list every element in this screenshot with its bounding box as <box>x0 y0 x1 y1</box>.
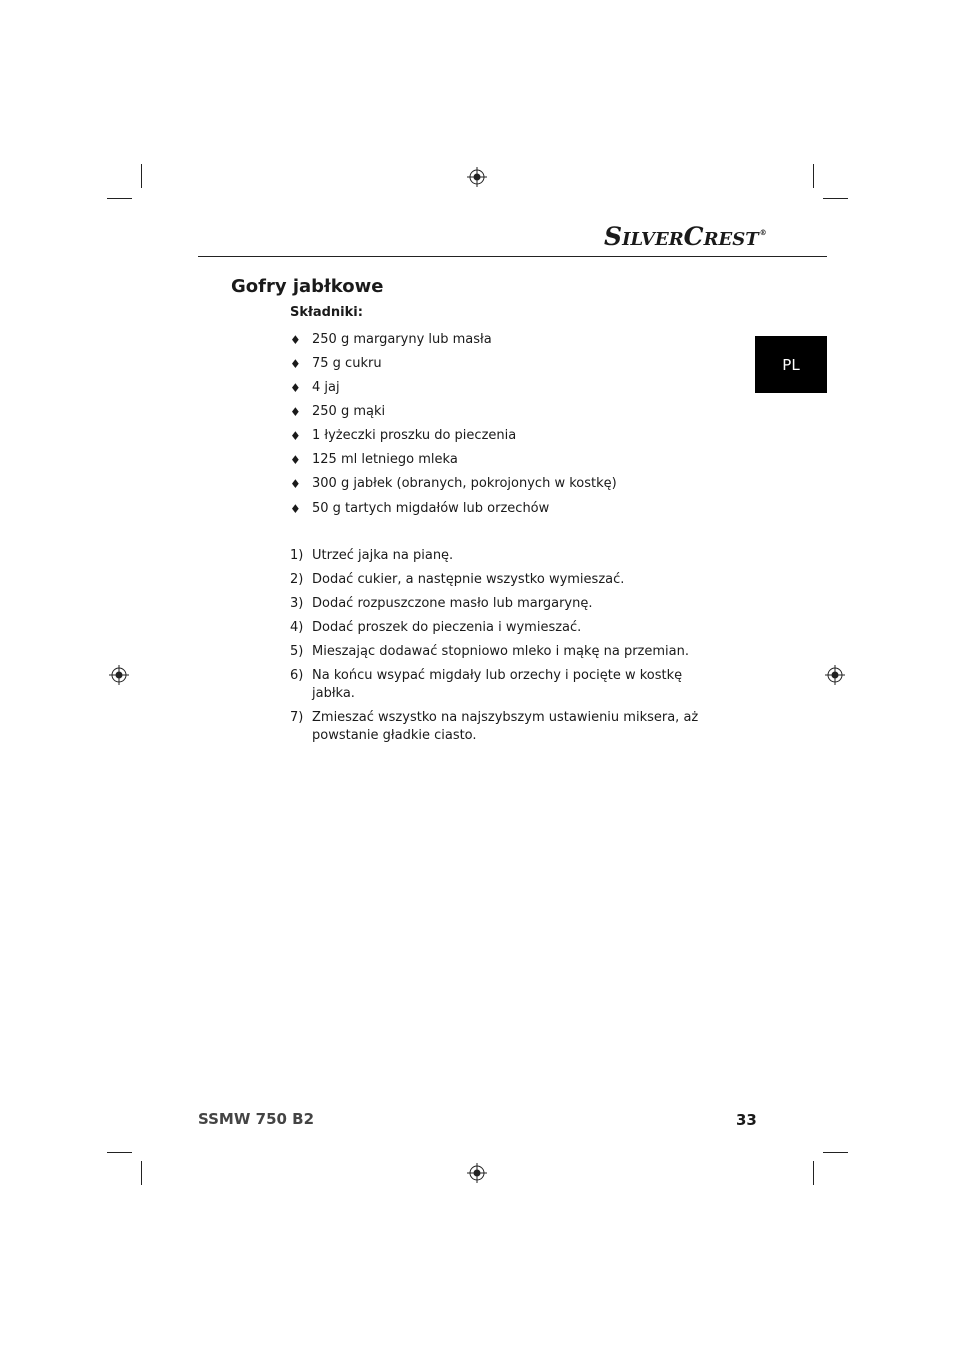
crop-mark <box>813 164 814 188</box>
ingredient-item <box>290 476 617 500</box>
model-number: SSMW 750 B2 <box>198 1110 315 1128</box>
ingredient-item <box>290 452 617 476</box>
registration-mark-icon <box>825 665 845 685</box>
ingredient-item <box>290 356 617 380</box>
ingredient-item <box>290 380 617 404</box>
registration-mark-icon <box>467 1163 487 1183</box>
step-number: 2) <box>290 572 304 587</box>
ingredient-item <box>290 428 617 452</box>
diamond-bullet-icon: ♦ <box>290 477 301 491</box>
page-title: Gofry jabłkowe <box>231 276 384 297</box>
crop-mark <box>823 198 848 199</box>
diamond-bullet-icon: ♦ <box>290 429 301 443</box>
crop-mark <box>813 1161 814 1185</box>
crop-mark <box>823 1152 848 1153</box>
diamond-bullet-icon: ♦ <box>290 381 301 395</box>
step-number: 6) <box>290 668 304 683</box>
ingredient-text: 1 łyżeczki proszku do pieczenia <box>312 428 517 443</box>
ingredient-text: 250 g mąki <box>312 404 386 419</box>
crop-mark <box>141 1161 142 1185</box>
instruction-step <box>290 709 710 745</box>
header-divider <box>198 256 827 257</box>
instruction-step <box>290 547 710 565</box>
step-number: 5) <box>290 644 304 659</box>
instruction-step <box>290 643 710 661</box>
ingredients-heading: Składniki: <box>290 305 363 320</box>
ingredient-item <box>290 501 617 525</box>
ingredient-list <box>290 332 617 525</box>
step-text: Dodać cukier, a następnie wszystko wymieszać. <box>312 572 625 587</box>
crop-mark <box>107 198 132 199</box>
logo-letters: REST <box>703 229 759 250</box>
registration-mark-icon <box>467 167 487 187</box>
step-text: Utrzeć jajka na pianę. <box>312 548 454 563</box>
step-text: Zmieszać wszystko na najszybszym ustawieniu miksera, aż powstanie gładkie ciasto. <box>312 710 699 743</box>
ingredient-text: 250 g margaryny lub masła <box>312 332 492 347</box>
instruction-step <box>290 667 710 703</box>
ingredient-text: 4 jaj <box>312 380 340 395</box>
step-text: Dodać rozpuszczone masło lub margarynę. <box>312 596 593 611</box>
step-text: Mieszając dodawać stopniowo mleko i mąkę na przemian. <box>312 644 689 659</box>
logo-letter: C <box>683 222 704 251</box>
instruction-step <box>290 619 710 637</box>
diamond-bullet-icon: ♦ <box>290 502 301 516</box>
logo-letters: ILVER <box>622 229 684 250</box>
ingredient-text: 50 g tartych migdałów lub orzechów <box>312 501 550 516</box>
step-number: 7) <box>290 710 304 725</box>
registration-mark-icon <box>109 665 129 685</box>
step-number: 3) <box>290 596 304 611</box>
diamond-bullet-icon: ♦ <box>290 357 301 371</box>
brand-logo <box>604 222 767 252</box>
crop-mark <box>141 164 142 188</box>
ingredient-item <box>290 332 617 356</box>
instruction-step <box>290 571 710 589</box>
instruction-list <box>290 547 710 751</box>
language-tab: PL <box>755 336 827 393</box>
registered-mark: ® <box>759 228 767 237</box>
step-number: 4) <box>290 620 304 635</box>
ingredient-item <box>290 404 617 428</box>
step-text: Dodać proszek do pieczenia i wymieszać. <box>312 620 582 635</box>
step-text: Na końcu wsypać migdały lub orzechy i pocięte w kostkę jabłka. <box>312 668 683 701</box>
diamond-bullet-icon: ♦ <box>290 333 301 347</box>
ingredient-text: 125 ml letniego mleka <box>312 452 458 467</box>
diamond-bullet-icon: ♦ <box>290 405 301 419</box>
ingredient-text: 300 g jabłek (obranych, pokrojonych w kostkę) <box>312 476 617 491</box>
logo-letter: S <box>604 222 623 251</box>
page-number: 33 <box>736 1111 757 1129</box>
crop-mark <box>107 1152 132 1153</box>
diamond-bullet-icon: ♦ <box>290 453 301 467</box>
instruction-step <box>290 595 710 613</box>
ingredient-text: 75 g cukru <box>312 356 382 371</box>
step-number: 1) <box>290 548 304 563</box>
